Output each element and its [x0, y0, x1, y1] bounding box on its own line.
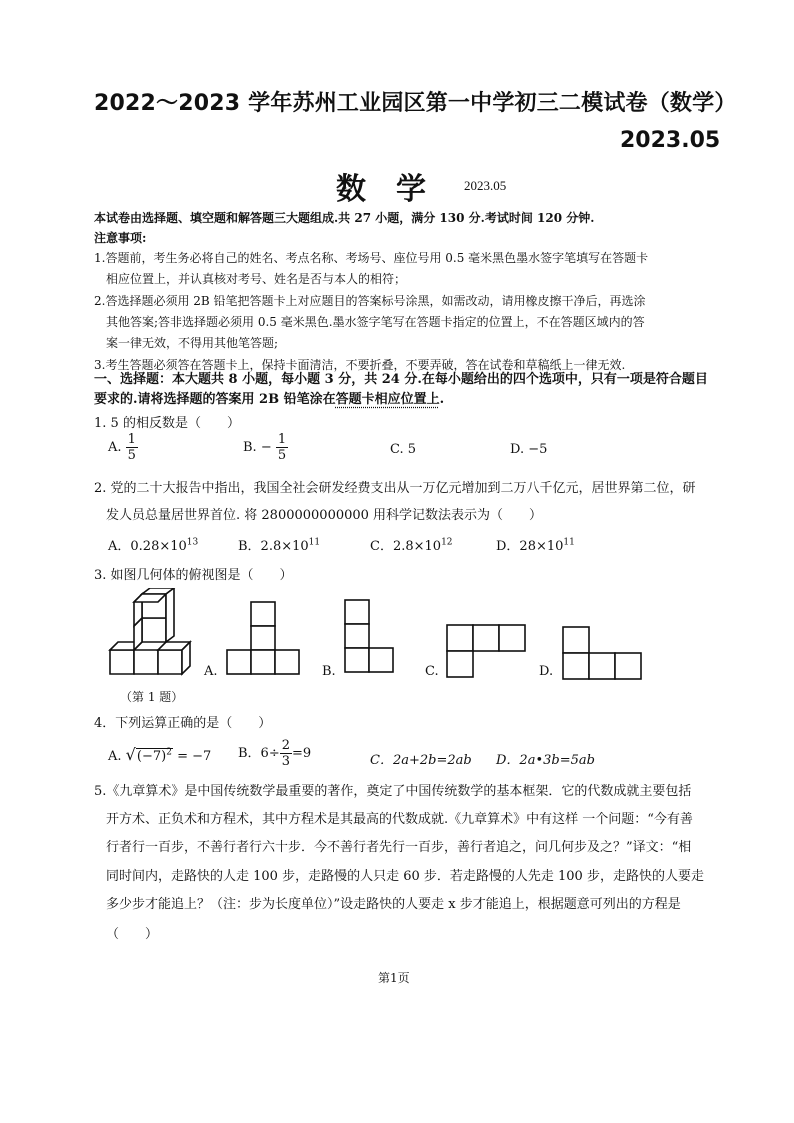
- q5-line3: 行者行一百步，不善行者行六十步．今不善行者先行一百步，善行者追之，问几何步及之？”译文：“相: [106, 840, 692, 855]
- q2-stem-line1: 2. 党的二十大报告中指出，我国全社会研发经费支出从一万亿元增加到二万八千亿元，居世界第二位，研: [94, 481, 696, 496]
- notes-heading: 注意事项:: [94, 231, 147, 245]
- q1-option-b: [243, 432, 288, 463]
- q4-b-label: B．6÷: [238, 746, 280, 761]
- q3-option-d-figure: [562, 626, 642, 680]
- q2-b-text: B．2.8×10: [238, 539, 309, 554]
- q4-b-fraction: [280, 738, 292, 769]
- q4-stem: 4．下列运算正确的是（ ）: [94, 716, 272, 731]
- q3-option-b-label: B.: [322, 664, 336, 679]
- q2-c-text: C．2.8×10: [370, 539, 442, 554]
- q3-option-a-label: A.: [204, 664, 218, 679]
- q2-stem-line2: 发人员总量居世界首位. 将 2800000000000 用科学记数法表示为（ ）: [106, 508, 543, 523]
- q2-c-exponent: 12: [441, 537, 453, 548]
- q1-option-a-fraction: [126, 432, 138, 463]
- q4-option-b: [238, 738, 311, 769]
- q1-a-denominator: 5: [127, 448, 136, 463]
- q2-option-a: [108, 535, 198, 554]
- note-1a: 1.答题前，考生务必将自己的姓名、考点名称、考场号、座位号用 0.5 毫米黑色墨水签字笔填写在答题卡: [94, 251, 649, 265]
- exam-title: 2022～2023 学年苏州工业园区第一中学初三二模试卷（数学）: [94, 91, 737, 116]
- q3-option-c-label: C.: [425, 664, 439, 679]
- section1-instruction-pre: 要求的.请将选择题的答案用 2B 铅笔涂在: [94, 392, 336, 407]
- q3-solid-figure: [104, 588, 204, 682]
- q5-line6: （ ）: [106, 927, 159, 942]
- section1-instruction-post: .: [439, 392, 445, 407]
- q4-a-label: A.: [108, 749, 122, 764]
- section1-instruction-emphasis: 答题卡相应位置上: [335, 392, 440, 407]
- q3-option-b-figure: [344, 598, 400, 678]
- q2-d-text: D．28×10: [496, 539, 564, 554]
- q3-option-d-label: D.: [539, 664, 554, 679]
- q1-option-d: D. −5: [510, 442, 548, 457]
- q5-line2: 开方术、正负术和方程术，其中方程术是其最高的代数成就.《九章算术》中有这样 一个问题：“今有善: [106, 812, 693, 827]
- q1-option-a-label: A.: [108, 440, 122, 455]
- q2-b-exponent: 11: [308, 537, 321, 548]
- exam-intro: 本试卷由选择题、填空题和解答题三大题组成.共 27 小题，满分 130 分.考试时间 120 分钟.: [94, 211, 595, 225]
- note-2b: 其他答案;答非选择题必须用 0.5 毫米黑色.墨水签字笔写在答题卡指定的位置上，不在答题区域内的答: [106, 315, 645, 329]
- q1-b-denominator: 5: [277, 448, 287, 463]
- section1-heading: 一、选择题：本大题共 8 小题，每小题 3 分，共 24 分.在每小题给出的四个选项中，只有一项是符合题目: [94, 372, 708, 387]
- q1-option-b-fraction: [276, 432, 288, 463]
- q2-option-d: [496, 535, 575, 554]
- note-2c: 案一律无效，不得用其他笔答题;: [106, 336, 279, 350]
- q1-a-numerator: 1: [127, 432, 136, 447]
- q4-option-c: C．2a+2b=2ab: [370, 753, 472, 768]
- q4-a-result: = −7: [177, 749, 212, 764]
- q4-b-numerator: 2: [281, 738, 290, 753]
- q1-stem: 1. 5 的相反数是（ ）: [94, 416, 240, 431]
- q1-b-numerator: 1: [277, 432, 287, 447]
- q3-figure-caption: （第 1 题）: [120, 690, 184, 704]
- q2-option-c: [370, 535, 453, 554]
- q1-option-b-label: B. −: [243, 440, 272, 455]
- q1-option-c: C. 5: [390, 442, 417, 457]
- q4-b-result: =9: [292, 746, 312, 761]
- q2-d-exponent: 11: [563, 537, 575, 548]
- q3-option-a-figure: [226, 600, 304, 678]
- q4-a-radicand: [136, 748, 173, 764]
- q4-a-radicand-text: (−7): [136, 749, 167, 764]
- note-2a: 2.答选择题必须用 2B 铅笔把答题卡上对应题目的答案标号涂黑，如需改动，请用橡皮擦干净后，再选涂: [94, 294, 646, 308]
- q2-option-b: [238, 535, 320, 554]
- q3-option-c-figure: [446, 624, 526, 678]
- exam-date: 2023.05: [620, 128, 721, 153]
- note-1b: 相应位置上，并认真核对考号、姓名是否与本人的相符；: [106, 272, 407, 286]
- subject-heading: 数学: [336, 172, 456, 207]
- q5-line5: 多少步才能追上？（注：步为长度单位）”设走路快的人要走 x 步才能追上，根据题意可列出的方程是: [106, 897, 681, 912]
- section1-instruction: [94, 388, 444, 407]
- q2-a-exponent: 13: [186, 537, 199, 548]
- q4-a-exponent: 2: [166, 747, 172, 758]
- q4-b-denominator: 3: [281, 754, 290, 769]
- note-3: 3.考生答题必须答在答题卡上，保持卡面清洁，不要折叠，不要弄破，答在试卷和草稿纸上一律无效.: [94, 358, 626, 372]
- q3-stem: 3. 如图几何体的俯视图是（ ）: [94, 568, 293, 583]
- q5-line4: 同时间内，走路快的人走 100 步，走路慢的人只走 60 步．若走路慢的人先走 100 步，走路快的人要走: [106, 869, 704, 884]
- q3-solid-cubes: [110, 588, 190, 674]
- q4-option-a: [108, 745, 211, 764]
- subject-date: 2023.05: [464, 178, 507, 193]
- q5-line1: 5.《九章算术》是中国传统数学最重要的著作，奠定了中国传统数学的基本框架．它的代数成就主要包括: [94, 784, 692, 799]
- q4-option-d: D．2a•3b=5ab: [496, 753, 595, 768]
- q1-option-a: [108, 432, 138, 463]
- page-number: 第1页: [378, 971, 410, 985]
- radical-sign-icon: √: [125, 745, 136, 764]
- q2-a-text: A．0.28×10: [108, 539, 187, 554]
